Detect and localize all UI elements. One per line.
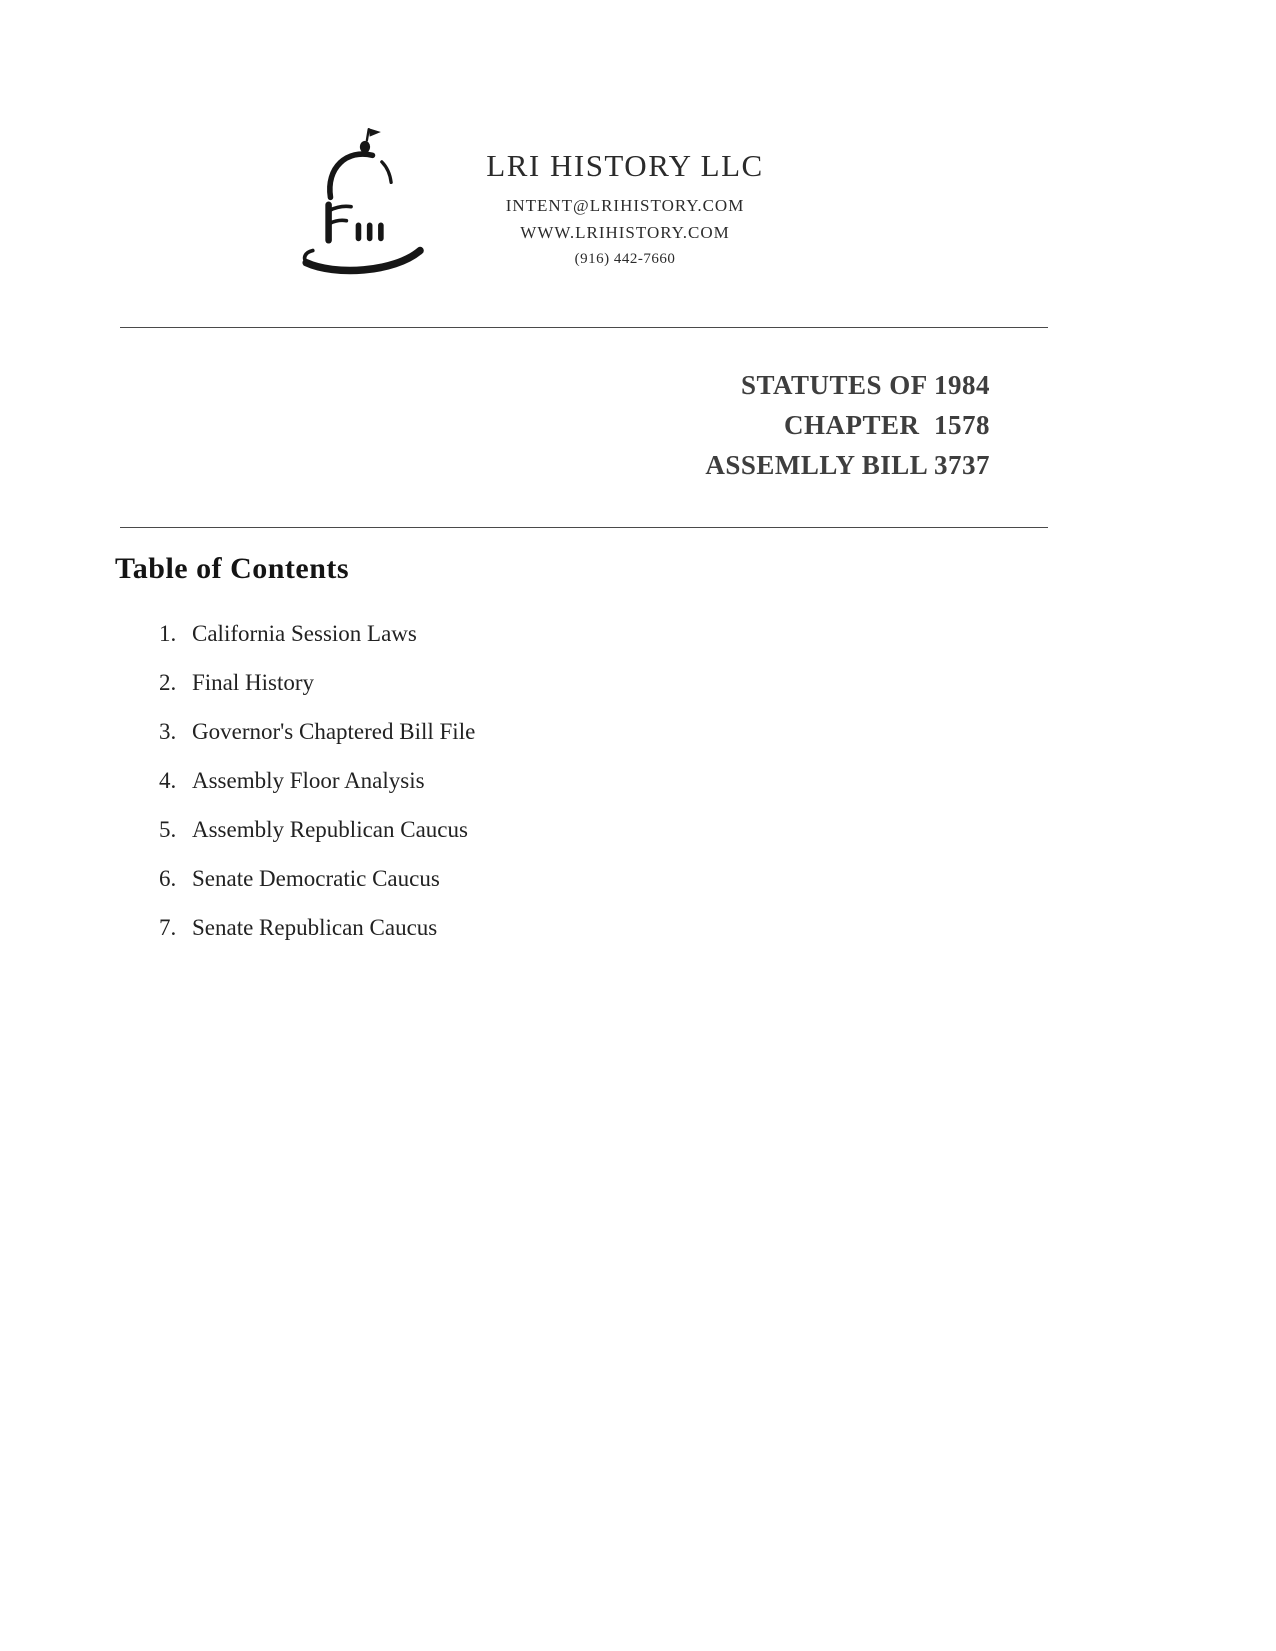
statutes-title-block — [300, 365, 990, 485]
toc-heading: Table of Contents — [115, 552, 350, 585]
toc-item: 3. Governor's Chaptered Bill File — [182, 718, 475, 745]
toc-item: 7. Senate Republican Caucus — [182, 914, 475, 941]
toc-item: 2. Final History — [182, 669, 475, 696]
assembly-bill-line: ASSEMLLY BILL 3737 — [705, 450, 990, 480]
toc-item: 6. Senate Democratic Caucus — [182, 865, 475, 892]
toc-item: 5. Assembly Republican Caucus — [182, 816, 475, 843]
toc-item: 4. Assembly Floor Analysis — [182, 767, 475, 794]
company-name: LRI HISTORY LLC — [486, 148, 764, 183]
toc-item: 1. California Session Laws — [182, 620, 475, 647]
company-email: INTENT@LRIHISTORY.COM — [505, 196, 745, 215]
letterhead — [440, 148, 810, 268]
divider-top — [120, 327, 1048, 328]
capitol-dome-logo-icon — [295, 122, 435, 282]
toc-list — [150, 620, 475, 963]
chapter-line: CHAPTER 1578 — [783, 410, 990, 440]
statutes-line: STATUTES OF 1984 — [740, 370, 990, 400]
divider-bottom — [120, 527, 1048, 528]
company-phone: (916) 442-7660 — [574, 251, 676, 267]
company-website: WWW.LRIHISTORY.COM — [520, 223, 730, 242]
